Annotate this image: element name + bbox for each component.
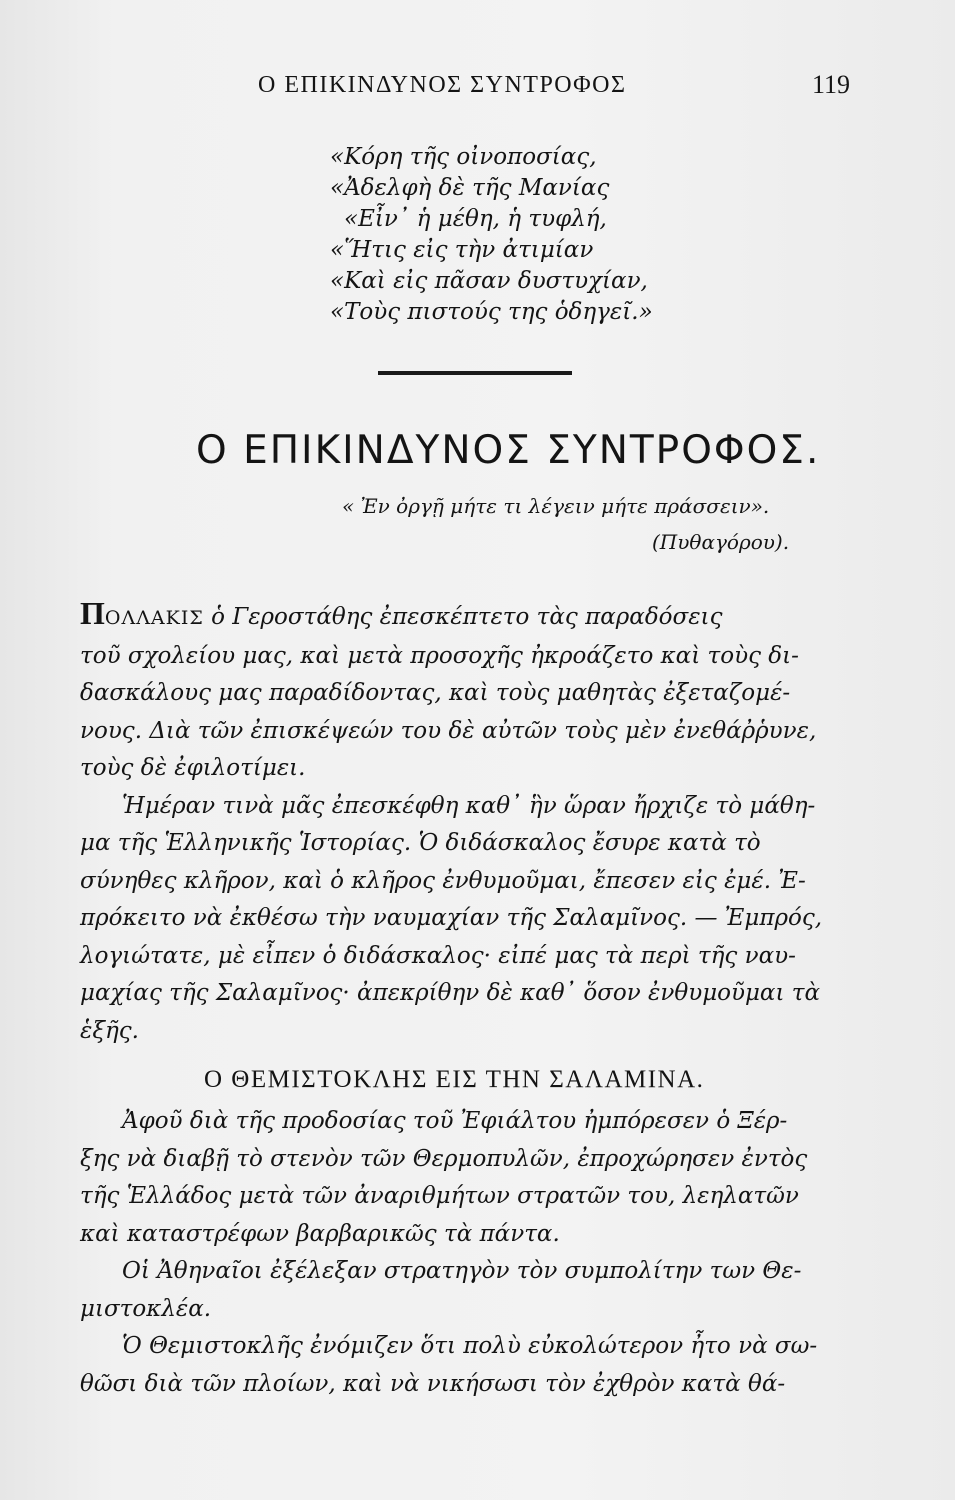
running-head [0, 72, 955, 112]
running-title: Ο ΕΠΙΚΙΝΔΥΝΟΣ ΣΥΝΤΡΟΦΟΣ [258, 72, 627, 98]
epigraph: « Ἐν ὀργῇ μήτε τι λέγειν μήτε πράσσειν». [342, 494, 770, 518]
first-word: ΟΛΛΑΚΙΣ [104, 607, 204, 629]
text-line: σύνηθες κλῆρον, καὶ ὁ κλῆρος ἐνθυμοῦμαι, ἔπεσεν εἰς ἐμέ. Ἐ- [80, 867, 806, 894]
poem-line: «Καὶ εἰς πᾶσαν δυστυχίαν, [330, 268, 648, 294]
poem-line: «Κόρη τῆς οἰνοποσίας, [330, 144, 597, 170]
section-title: Ο ΘΕΜΙΣΤΟΚΛΗΣ ΕΙΣ ΤΗΝ ΣΑΛΑΜΙΝΑ. [204, 1066, 705, 1093]
epigraph-source: (Πυθαγόρου). [652, 530, 790, 554]
text-line: δασκάλους μας παραδίδοντας, καὶ τοὺς μαθητὰς ἐξεταζομέ- [80, 680, 791, 706]
text-line: θῶσι διὰ τῶν πλοίων, καὶ νὰ νικήσωσι τὸν ἐχθρὸν κατὰ θά- [80, 1370, 786, 1397]
chapter-title: Ο ΕΠΙΚΙΝΔΥΝΟΣ ΣΥΝΤΡΟΦΟΣ. [196, 428, 821, 473]
chapter-body [80, 595, 880, 1050]
text-line: νους. Διὰ τῶν ἐπισκέψεών του δὲ αὐτῶν τοὺς μὲν ἐνεθάῤῥυνε, [80, 717, 817, 744]
poem-line: «Ἥτις εἰς τὴν ἀτιμίαν [330, 237, 594, 263]
drop-cap: Π [80, 595, 105, 631]
text-line: Ἀφοῦ διὰ τῆς προδοσίας τοῦ Ἐφιάλτου ἠμπόρεσεν ὁ Ξέρ- [122, 1108, 788, 1134]
poem-line: «Εἶν᾽ ἡ μέθη, ἡ τυφλή, [344, 206, 607, 232]
text-line: μα τῆς Ἑλληνικῆς Ἱστορίας. Ὁ διδάσκαλος ἔσυρε κατὰ τὸ [80, 830, 761, 856]
text-line: καὶ καταστρέφων βαρβαρικῶς τὰ πάντα. [80, 1220, 560, 1247]
poem-stanza [330, 142, 830, 328]
poem-line: «Ἀδελφὴ δὲ τῆς Μανίας [330, 175, 610, 201]
text-line: ἑξῆς. [80, 1017, 139, 1044]
page-number: 119 [812, 70, 851, 99]
text-line [80, 595, 880, 638]
section-divider [378, 371, 572, 375]
poem-line: «Τοὺς πιστούς της ὁδηγεῖ.» [330, 299, 653, 325]
text-line: τοὺς δὲ ἐφιλοτίμει. [80, 755, 306, 781]
text-line: ξης νὰ διαβῇ τὸ στενὸν τῶν Θερμοπυλῶν, ἐπροχώρησεν ἐντὸς [80, 1145, 808, 1172]
text-line: Ἡμέραν τινὰ μᾶς ἐπεσκέφθη καθ᾽ ἣν ὥραν ἤρχιζε τὸ μάθη- [122, 792, 816, 819]
section-body [80, 1103, 880, 1403]
text-segment: ὁ Γεροστάθης ἐπεσκέπτετο τὰς παραδόσεις [211, 604, 723, 630]
text-line: τοῦ σχολείου μας, καὶ μετὰ προσοχῆς ἠκροάζετο καὶ τοὺς δι- [80, 642, 799, 669]
text-line: πρόκειτο νὰ ἐκθέσω τὴν ναυμαχίαν τῆς Σαλαμῖνος. — Ἐμπρός, [80, 905, 823, 931]
text-line: Οἱ Ἀθηναῖοι ἐξέλεξαν στρατηγὸν τὸν συμπολίτην των Θε- [122, 1258, 802, 1284]
text-line: λογιώτατε, μὲ εἶπεν ὁ διδάσκαλος· εἰπέ μας τὰ περὶ τῆς ναυ- [80, 942, 796, 969]
text-line: μιστοκλέα. [80, 1295, 212, 1322]
text-line: τῆς Ἑλλάδος μετὰ τῶν ἀναριθμήτων στρατῶν του, λεηλατῶν [80, 1183, 799, 1209]
text-line: Ὁ Θεμιστοκλῆς ἐνόμιζεν ὅτι πολὺ εὐκολώτερον ἦτο νὰ σω- [122, 1333, 818, 1359]
text-line: μαχίας τῆς Σαλαμῖνος· ἀπεκρίθην δὲ καθ᾽ ὅσον ἐνθυμοῦμαι τὰ [80, 980, 821, 1006]
